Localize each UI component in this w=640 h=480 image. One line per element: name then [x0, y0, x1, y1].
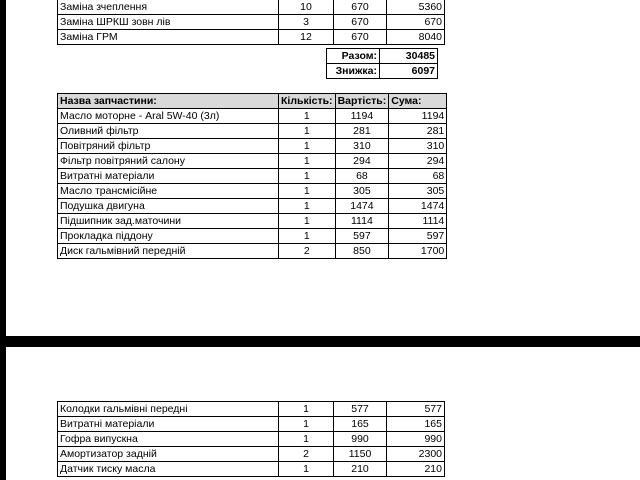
part-qty-cell: 1 [279, 462, 334, 477]
part-qty-cell: 1 [279, 432, 334, 447]
part-qty-cell: 1 [279, 154, 336, 169]
table-row [58, 139, 447, 154]
part-name-cell: Диск гальмівний передній [58, 244, 279, 259]
part-qty-cell: 1 [279, 229, 336, 244]
part-price-cell: 990 [334, 432, 387, 447]
table-row [58, 214, 447, 229]
part-name-cell: Витратні матеріали [58, 417, 279, 432]
labor-name-cell: Заміна зчеплення [58, 0, 279, 15]
table-row [58, 417, 445, 432]
page-2 [6, 347, 640, 480]
part-price-cell: 305 [335, 184, 389, 199]
table-row [58, 169, 447, 184]
part-qty-cell: 1 [279, 184, 336, 199]
totals-table [326, 48, 438, 79]
part-qty-cell: 1 [279, 417, 334, 432]
part-qty-cell: 1 [279, 214, 336, 229]
table-row [58, 154, 447, 169]
labor-price-cell: 670 [334, 15, 387, 30]
part-price-cell: 850 [335, 244, 389, 259]
part-sum-cell: 1114 [389, 214, 447, 229]
table-row [58, 15, 445, 30]
part-price-cell: 310 [335, 139, 389, 154]
part-name-cell: Оливний фільтр [58, 124, 279, 139]
total-value: 30485 [380, 49, 438, 64]
part-name-cell: Колодки гальмівні передні [58, 402, 279, 417]
part-name-cell: Повітряний фільтр [58, 139, 279, 154]
part-sum-cell: 1700 [389, 244, 447, 259]
part-price-cell: 281 [335, 124, 389, 139]
part-name-cell: Подушка двигуна [58, 199, 279, 214]
part-name-cell: Амортизатор задній [58, 447, 279, 462]
part-name-cell: Масло трансмісійне [58, 184, 279, 199]
table-row [58, 109, 447, 124]
part-price-cell: 1114 [335, 214, 389, 229]
part-name-cell: Фільтр повітряний салону [58, 154, 279, 169]
part-sum-cell: 2300 [387, 447, 445, 462]
labor-name-cell: Заміна ШРКШ зовн лів [58, 15, 279, 30]
labor-name-cell: Заміна ГРМ [58, 30, 279, 45]
table-row [58, 30, 445, 45]
parts-table [57, 93, 447, 259]
part-sum-cell: 1194 [389, 109, 447, 124]
part-sum-cell: 577 [387, 402, 445, 417]
table-row [58, 402, 445, 417]
part-name-cell: Підшипник зад.маточини [58, 214, 279, 229]
part-sum-cell: 990 [387, 432, 445, 447]
header-price: Вартість: [335, 94, 389, 109]
part-price-cell: 294 [335, 154, 389, 169]
part-name-cell: Датчик тиску масла [58, 462, 279, 477]
part-sum-cell: 294 [389, 154, 447, 169]
table-row [58, 199, 447, 214]
table-row [58, 124, 447, 139]
labor-sum-cell: 5360 [387, 0, 445, 15]
labor-price-cell: 670 [334, 0, 387, 15]
part-price-cell: 1150 [334, 447, 387, 462]
part-qty-cell: 2 [279, 447, 334, 462]
part-sum-cell: 1474 [389, 199, 447, 214]
part-price-cell: 165 [334, 417, 387, 432]
table-row [58, 184, 447, 199]
table-row [58, 244, 447, 259]
table-row [58, 447, 445, 462]
part-name-cell: Гофра випускна [58, 432, 279, 447]
discount-row [327, 64, 438, 79]
header-sum: Сума: [389, 94, 447, 109]
total-label: Разом: [327, 49, 380, 64]
part-sum-cell: 165 [387, 417, 445, 432]
part-price-cell: 1474 [335, 199, 389, 214]
part-price-cell: 1194 [335, 109, 389, 124]
labor-sum-cell: 8040 [387, 30, 445, 45]
part-name-cell: Прокладка піддону [58, 229, 279, 244]
table-row [58, 432, 445, 447]
part-sum-cell: 281 [389, 124, 447, 139]
part-sum-cell: 210 [387, 462, 445, 477]
table-header-row [58, 94, 447, 109]
part-qty-cell: 1 [279, 124, 336, 139]
part-name-cell: Масло моторне - Aral 5W-40 (3л) [58, 109, 279, 124]
labor-price-cell: 670 [334, 30, 387, 45]
total-row [327, 49, 438, 64]
labor-qty-cell: 3 [279, 15, 334, 30]
discount-label: Знижка: [327, 64, 380, 79]
part-qty-cell: 2 [279, 244, 336, 259]
parts-table-continued [57, 401, 445, 477]
part-qty-cell: 1 [279, 139, 336, 154]
part-price-cell: 577 [334, 402, 387, 417]
table-row [58, 0, 445, 15]
part-qty-cell: 1 [279, 402, 334, 417]
discount-value: 6097 [380, 64, 438, 79]
part-price-cell: 68 [335, 169, 389, 184]
page-1 [6, 0, 640, 336]
part-sum-cell: 68 [389, 169, 447, 184]
table-row [58, 462, 445, 477]
part-sum-cell: 305 [389, 184, 447, 199]
part-name-cell: Витратні матеріали [58, 169, 279, 184]
labor-qty-cell: 12 [279, 30, 334, 45]
table-row [58, 229, 447, 244]
header-name: Назва запчастини: [58, 94, 279, 109]
part-qty-cell: 1 [279, 199, 336, 214]
header-qty: Кількість: [279, 94, 336, 109]
part-qty-cell: 1 [279, 109, 336, 124]
labor-qty-cell: 10 [279, 0, 334, 15]
part-sum-cell: 597 [389, 229, 447, 244]
part-qty-cell: 1 [279, 169, 336, 184]
part-price-cell: 597 [335, 229, 389, 244]
labor-sum-cell: 670 [387, 15, 445, 30]
part-sum-cell: 310 [389, 139, 447, 154]
labor-table [57, 0, 445, 45]
part-price-cell: 210 [334, 462, 387, 477]
